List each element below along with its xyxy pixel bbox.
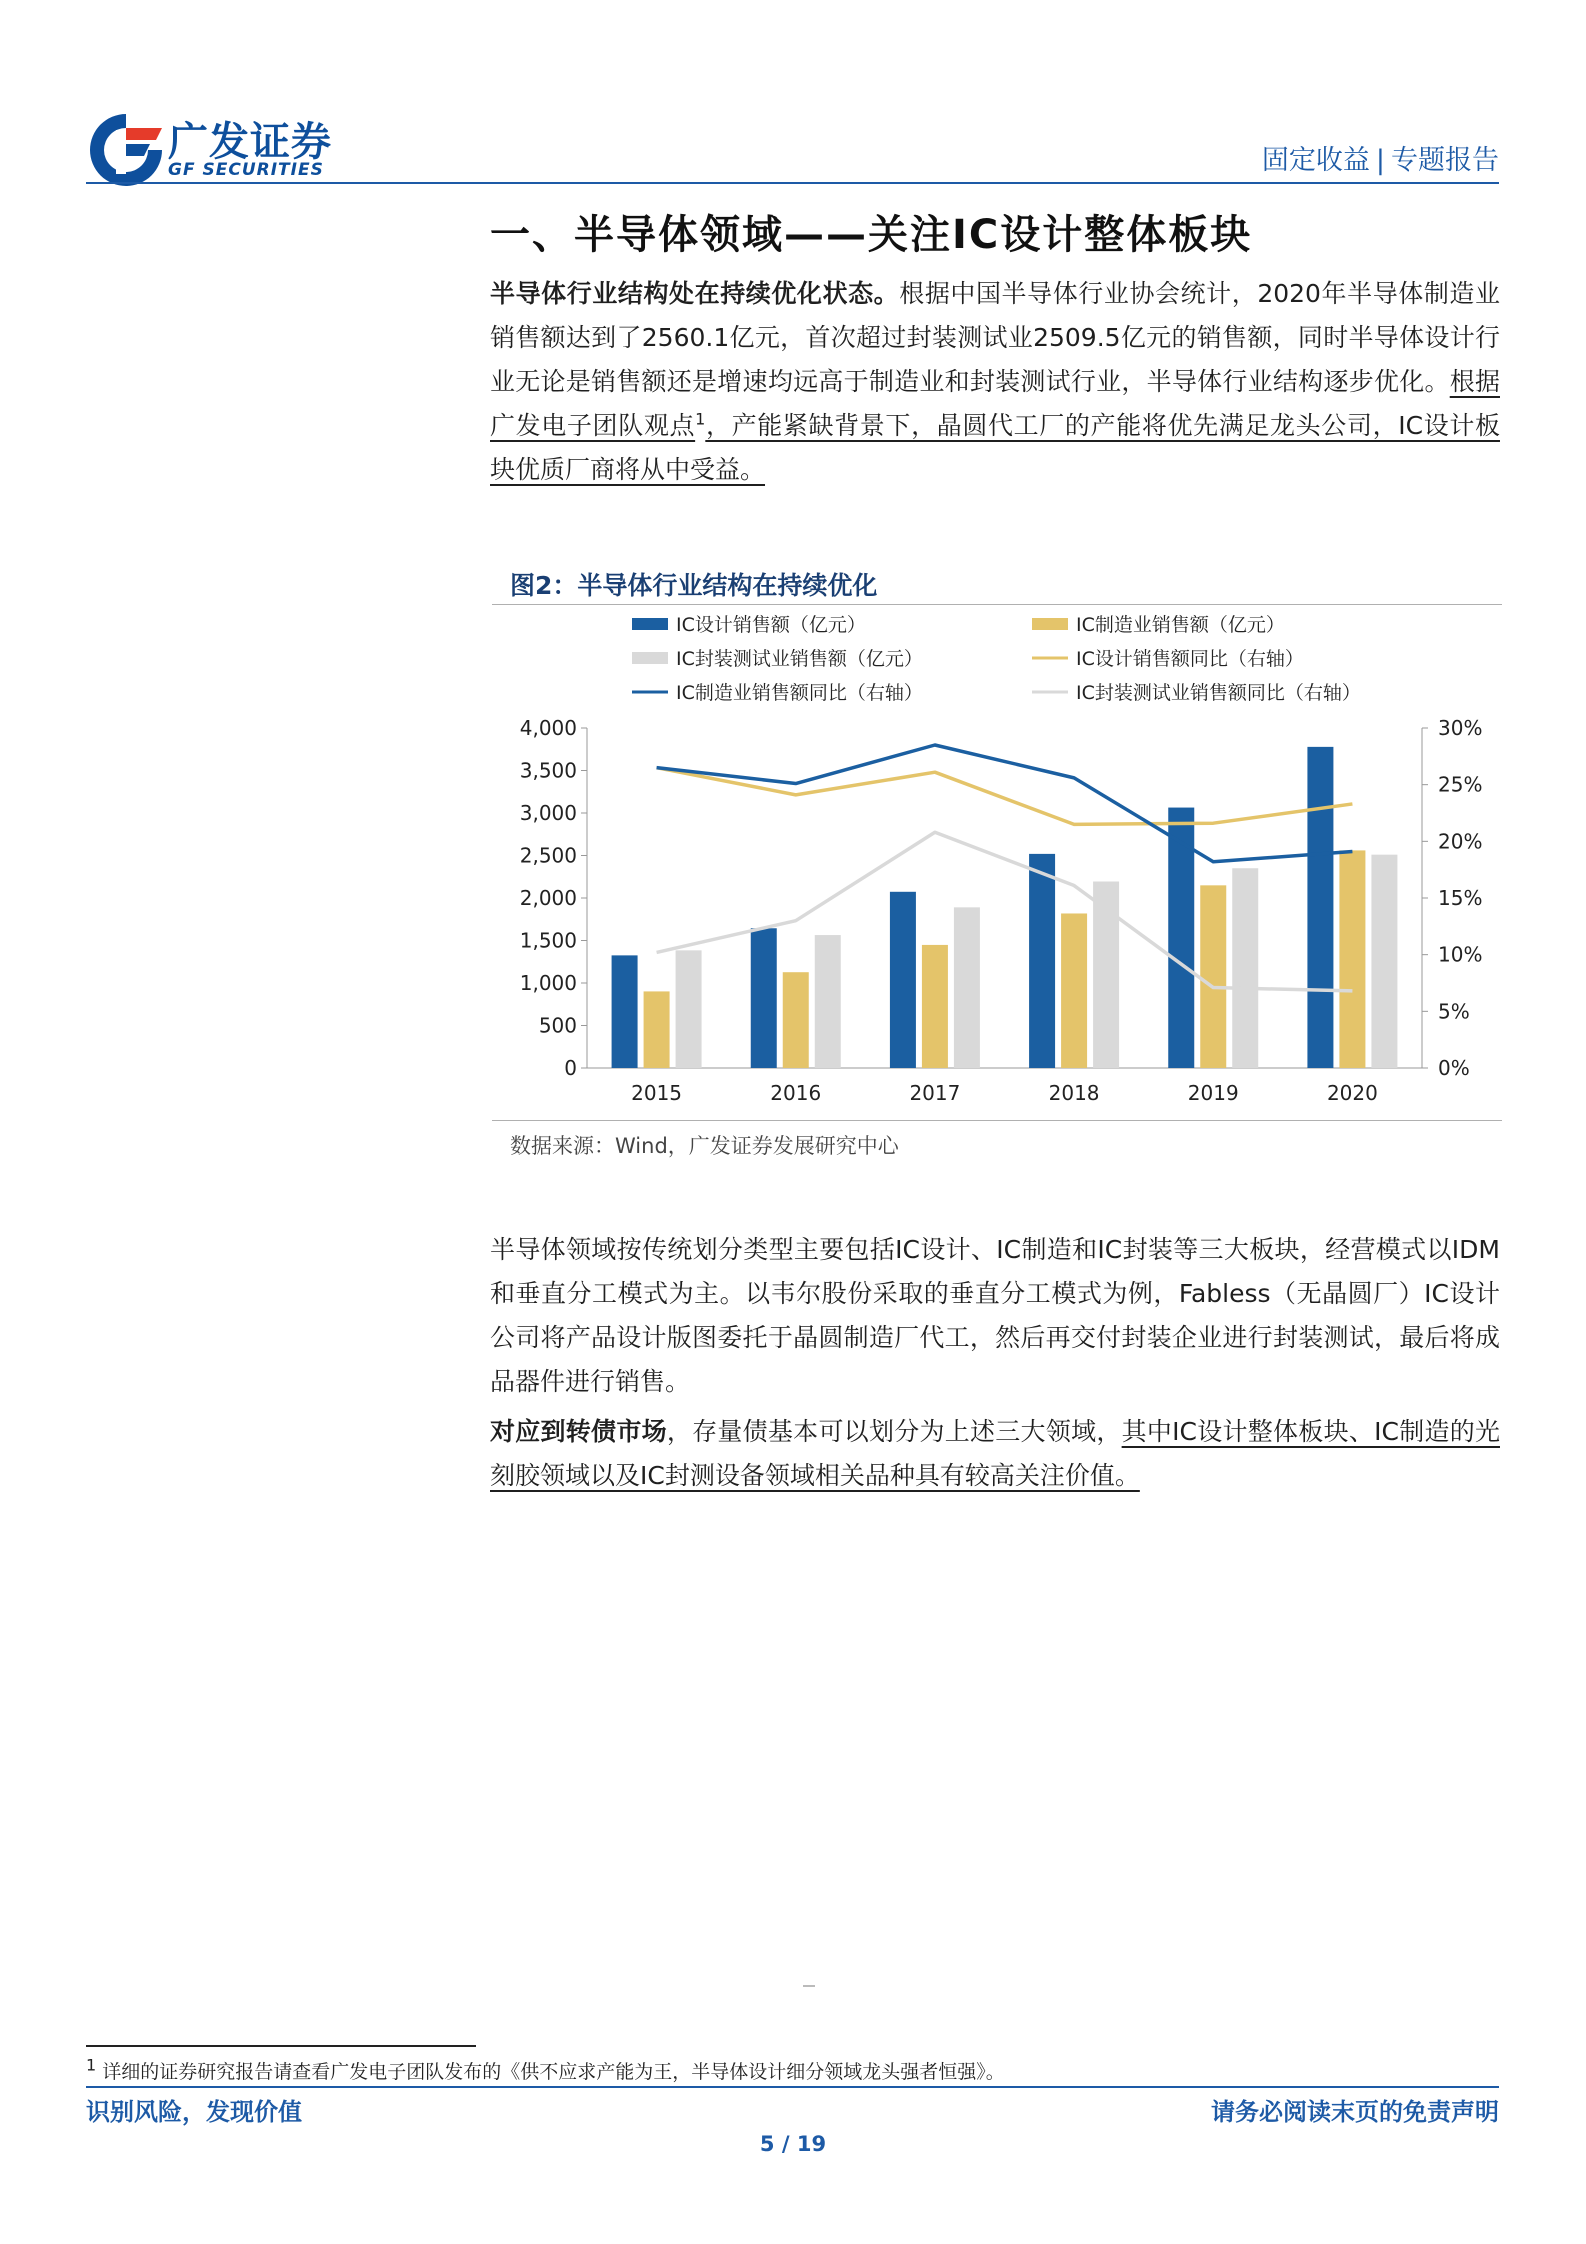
right-tick-label: 0% [1438, 1056, 1470, 1080]
x-tick-label: 2015 [631, 1081, 683, 1105]
right-tick-label: 25% [1438, 772, 1483, 797]
legend-swatch [1032, 618, 1068, 630]
left-tick-label: 0 [564, 1056, 577, 1080]
paragraph-structure [490, 272, 1500, 492]
bar [815, 935, 841, 1068]
logo-chinese-name: 广发证券 [168, 119, 332, 165]
x-tick-label: 2020 [1326, 1081, 1378, 1105]
x-tick-label: 2016 [770, 1081, 822, 1105]
category-label: 固定收益 [1261, 145, 1370, 176]
gf-logo-icon [86, 110, 166, 190]
legend-label: IC制造业销售额同比（右轴） [676, 682, 923, 704]
paragraph-body: 根据中国半导体行业协会统计，2020年半导体制造业销售额达到了2560.1亿元，首次超过封装测试业2509.5亿元的销售额，同时半导体设计行业无论是销售额还是增速均远高于制造业和封装测试行业，半导体行业结构逐步优化。 [490, 279, 1500, 396]
company-logo [86, 110, 346, 190]
report-category [1262, 138, 1499, 177]
bar [1307, 747, 1333, 1068]
legend-label: IC设计销售额同比（右轴） [1076, 648, 1304, 670]
footnote-text: 详细的证券研究报告请查看广发电子团队发布的《供不应求产能为王，半导体设计细分领域龙头强者恒强》。 [102, 2061, 1005, 2083]
left-tick-label: 3,000 [519, 801, 577, 825]
paragraph-convertible-bond [490, 1410, 1500, 1498]
left-tick-label: 500 [538, 1013, 577, 1038]
left-tick-label: 2,500 [519, 843, 577, 868]
footnote-number: 1 [86, 2055, 97, 2075]
logo-english-name: GF SECURITIES [168, 160, 324, 180]
series-line [657, 745, 1353, 862]
legend-label: IC设计销售额（亿元） [676, 614, 866, 636]
semiconductor-structure-chart [492, 606, 1502, 1118]
underlined-statement: 其中IC设计整体板块、IC制造的光刻胶领域以及IC封测设备领域相关品种具有较高关注价值。 [490, 1417, 1500, 1490]
right-tick-label: 15% [1438, 886, 1483, 910]
right-tick-label: 20% [1438, 829, 1483, 854]
bar [954, 907, 980, 1068]
bar [751, 928, 777, 1068]
footnote [86, 2057, 1005, 2084]
right-tick-label: 30% [1438, 716, 1483, 740]
legend-swatch [632, 618, 668, 630]
legend-label: IC封装测试业销售额（亿元） [676, 648, 923, 670]
left-tick-label: 1,000 [519, 971, 577, 995]
bar [1232, 868, 1258, 1068]
figure-title: 图2：半导体行业结构在持续优化 [510, 571, 878, 600]
bar [783, 972, 809, 1068]
bar [1371, 855, 1397, 1068]
bar [1339, 850, 1365, 1068]
footer-divider [86, 2086, 1499, 2088]
category-separator: | [1375, 145, 1385, 176]
footer-disclaimer-link[interactable]: 请务必阅读末页的免责声明 [1211, 2098, 1499, 2126]
figure-top-rule [492, 604, 1502, 605]
page-number: 5 / 19 [759, 2132, 827, 2156]
section-title: 一、半导体领域——关注IC设计整体板块 [490, 212, 1253, 258]
page-marker [803, 1985, 815, 1987]
legend-label: IC封装测试业销售额同比（右轴） [1076, 682, 1361, 704]
legend-swatch [632, 652, 668, 664]
underlined-statement-b: ，产能紧缺背景下，晶圆代工厂的产能将优先满足龙头公司，IC设计板块优质厂商将从中受益。 [490, 411, 1500, 484]
bar [922, 945, 948, 1068]
left-tick-label: 1,500 [519, 928, 577, 953]
right-tick-label: 5% [1438, 999, 1470, 1024]
x-tick-label: 2017 [909, 1081, 961, 1105]
bar [890, 892, 916, 1068]
bar [1061, 913, 1087, 1068]
x-tick-label: 2018 [1048, 1081, 1100, 1105]
right-tick-label: 10% [1438, 942, 1483, 967]
paragraph-lead: 对应到转债市场 [490, 1417, 667, 1446]
paragraph-business-model: 半导体领域按传统划分类型主要包括IC设计、IC制造和IC封装等三大板块，经营模式以IDM和垂直分工模式为主。以韦尔股份采取的垂直分工模式为例，Fabless（无晶圆厂）IC设计公司将产品设计版图委托于晶圆制造厂代工，然后再交付封装企业进行封装测试，最后将成品器件进行销售。 [490, 1235, 1500, 1396]
underlined-statement-a: 根据广发电子团队观点 [490, 367, 1500, 440]
paragraph-lead: 半导体行业结构处在持续优化状态。 [490, 279, 900, 308]
paragraph-body: ，存量债基本可以划分为上述三大领域， [666, 1417, 1122, 1446]
legend-label: IC制造业销售额（亿元） [1076, 614, 1285, 636]
footnote-divider [86, 2045, 476, 2047]
figure-source: 数据来源：Wind，广发证券发展研究中心 [510, 1134, 899, 1158]
bar [644, 991, 670, 1068]
bar [676, 950, 702, 1068]
bar [1200, 885, 1226, 1068]
left-tick-label: 2,000 [519, 886, 577, 910]
left-tick-label: 4,000 [519, 716, 577, 740]
left-tick-label: 3,500 [519, 758, 577, 783]
figure-bottom-rule [492, 1120, 1502, 1121]
bar [1029, 854, 1055, 1068]
footer-slogan: 识别风险，发现价值 [86, 2098, 302, 2126]
footnote-ref[interactable]: 1 [695, 409, 706, 429]
report-type-label: 专题报告 [1391, 145, 1499, 176]
bar [612, 955, 638, 1068]
series-line [657, 768, 1353, 825]
header-divider [86, 182, 1499, 184]
x-tick-label: 2019 [1187, 1081, 1239, 1105]
